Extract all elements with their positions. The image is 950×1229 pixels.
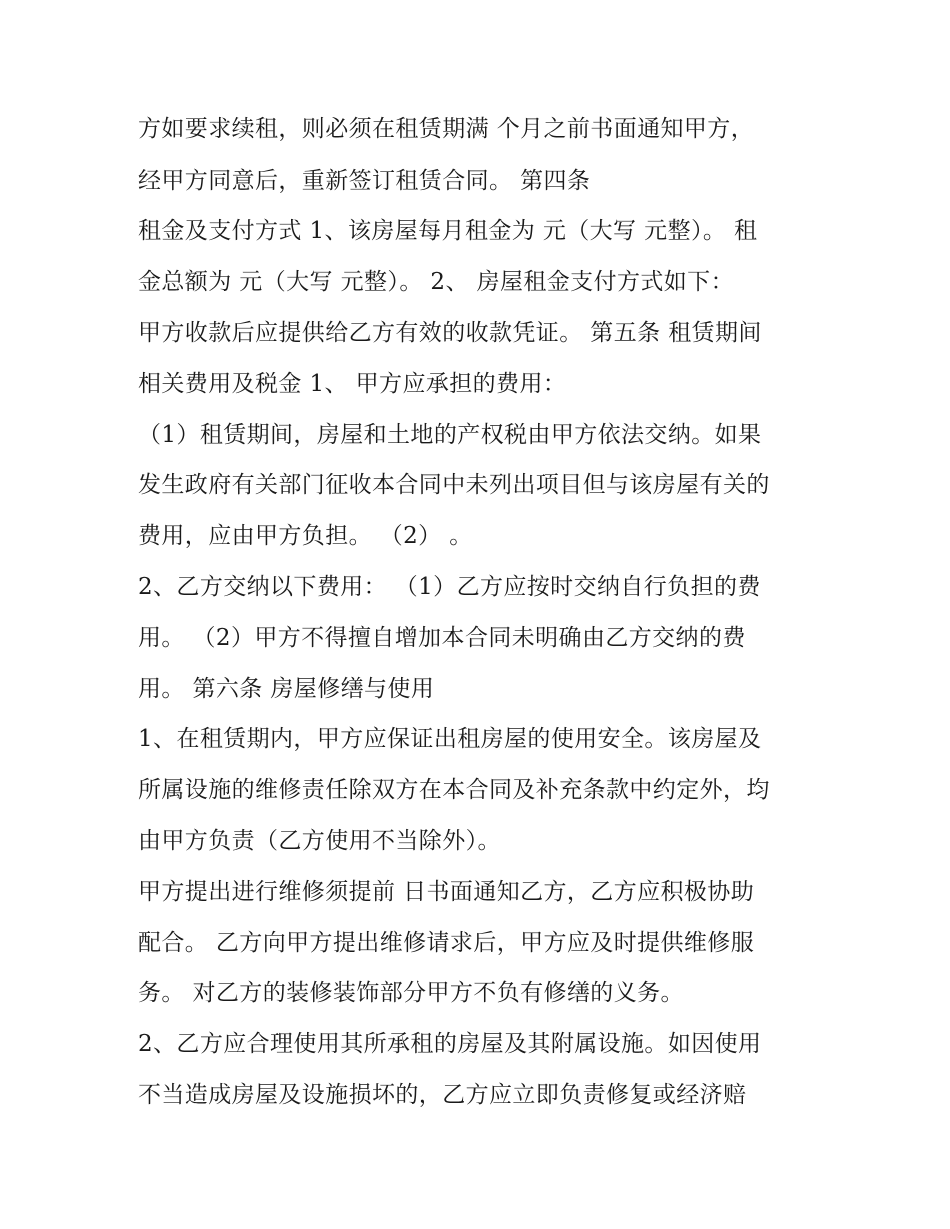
text-line: 用。 第六条 房屋修缮与使用 — [138, 676, 435, 702]
text-line: 配合。 乙方向甲方提出维修请求后，甲方应及时提供维修服 — [138, 930, 755, 956]
text-line: 2、乙方交纳以下费用： （1）乙方应按时交纳自行负担的费 — [138, 574, 761, 600]
text-line: 甲方提出进行维修须提前 日书面通知乙方，乙方应积极协助 — [138, 879, 755, 905]
text-line: 由甲方负责（乙方使用不当除外）。 — [138, 828, 501, 854]
text-line: 金总额为 元（大写 元整）。 2、 房屋租金支付方式如下： — [138, 269, 734, 295]
text-line: 不当造成房屋及设施损坏的，乙方应立即负责修复或经济赔 — [138, 1082, 747, 1108]
text-line: 发生政府有关部门征收本合同中未列出项目但与该房屋有关的 — [138, 472, 770, 498]
text-line: （1）租赁期间，房屋和土地的产权税由甲方依法交纳。如果 — [138, 422, 762, 448]
text-line: 租金及支付方式 1、该房屋每月租金为 元（大写 元整）。 租 — [138, 218, 758, 244]
text-line: 所属设施的维修责任除双方在本合同及补充条款中约定外，均 — [138, 777, 770, 803]
text-line: 务。 对乙方的装修装饰部分甲方不负有修缮的义务。 — [138, 980, 684, 1006]
text-line: 甲方收款后应提供给乙方有效的收款凭证。 第五条 租赁期间 — [138, 320, 762, 346]
text-line: 方如要求续租，则必须在租赁期满 个月之前书面通知甲方， — [138, 116, 755, 142]
text-line: 用。 （2）甲方不得擅自增加本合同未明确由乙方交纳的费 — [138, 625, 746, 651]
text-line: 经甲方同意后，重新签订租赁合同。 第四条 — [138, 168, 591, 194]
text-line: 相关费用及税金 1、 甲方应承担的费用： — [138, 371, 567, 397]
text-line: 费用，应由甲方负担。 （2） 。 — [138, 523, 473, 549]
text-line: 2、乙方应合理使用其所承租的房屋及其附属设施。如因使用 — [138, 1031, 762, 1057]
text-line: 1、在租赁期内，甲方应保证出租房屋的使用安全。该房屋及 — [138, 726, 762, 752]
